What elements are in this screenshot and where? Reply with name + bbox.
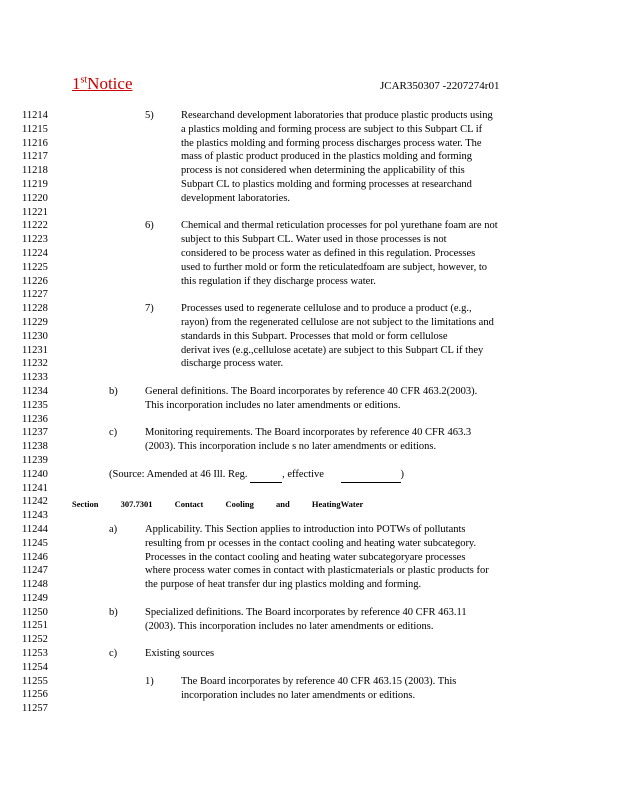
- line-number: 11254: [22, 661, 48, 673]
- item-6-text: [181, 219, 498, 288]
- text-line: the plastics molding and forming process discharges process water. The: [181, 137, 482, 149]
- line-number: 11236: [22, 413, 48, 425]
- line-number: 11216: [22, 137, 48, 149]
- text-line: derivat ives (e.g.,cellulose acetate) are subject to this Subpart CL if they: [181, 344, 484, 356]
- applicability-text: [145, 523, 489, 592]
- line-number: 11214: [22, 110, 48, 121]
- specialized-definitions-text: [145, 606, 467, 634]
- text-line: Subpart CL to plastics molding and forming processes at researchand: [181, 178, 472, 190]
- line-number: 11226: [22, 275, 48, 287]
- line-number: 11237: [22, 427, 48, 439]
- line-number: 11257: [22, 703, 48, 715]
- item-5-text: [181, 109, 541, 206]
- general-definitions-text: [145, 385, 477, 413]
- text-line: this regulation if they discharge process water.: [181, 275, 376, 287]
- text-line: Monitoring requirements. The Board incorporates by reference 40 CFR 463.3: [145, 427, 472, 439]
- text-line: Chemical and thermal reticulation processes for pol yurethane foam are not: [181, 220, 498, 232]
- text-line: development laboratories.: [181, 192, 291, 204]
- text-line: mass of plastic product produced in the plastics molding and forming: [181, 151, 473, 163]
- line-number: 11227: [22, 289, 48, 301]
- line-number: 11246: [22, 551, 48, 563]
- text-line: rayon) from the regenerated cellulose are not subject to the limitations and: [181, 316, 494, 328]
- text-line: Applicability. This Section applies to introduction into POTWs of pollutants: [145, 524, 466, 535]
- line-number: 11245: [22, 537, 48, 549]
- line-number: 11232: [22, 358, 48, 370]
- line-number: 11242: [22, 496, 48, 508]
- text-line: Existing sources: [145, 648, 215, 660]
- line-number: 11244: [22, 523, 48, 535]
- section-heading: Section 307.7301 Contact Cooling and HeatingWater: [72, 499, 364, 509]
- line-number: 11224: [22, 247, 48, 259]
- line-number: 11229: [22, 316, 48, 328]
- line-number: 11223: [22, 234, 48, 246]
- item-label: b): [109, 606, 118, 618]
- text-line: This incorporation includes no later amendments or editions.: [145, 399, 401, 411]
- item-label: c): [109, 427, 118, 439]
- text-line: Researchand development laboratories that produce plastic products using: [181, 110, 493, 121]
- item-label: 5): [145, 110, 154, 121]
- text-line: the purpose of heat transfer dur ing plastics molding and forming.: [145, 579, 422, 591]
- text-line: process is not considered when determining the applicability of this: [181, 165, 465, 177]
- text-line: used to further mold or form the reticulatedfoam are subject, however, to: [181, 261, 488, 273]
- line-number: 11252: [22, 634, 48, 646]
- line-number: 11239: [22, 454, 48, 466]
- line-number: 11248: [22, 579, 48, 591]
- line-number: 11255: [22, 675, 48, 687]
- text-line: where process water comes in contact with plasticmaterials or plastic products for: [145, 565, 489, 577]
- item-label: a): [109, 524, 118, 535]
- line-number: 11222: [22, 220, 48, 232]
- line-number: 11230: [22, 330, 48, 342]
- text-line: Specialized definitions. The Board incorporates by reference 40 CFR 463.11: [145, 606, 467, 618]
- line-number: 11240: [22, 468, 48, 480]
- line-numbers: [22, 109, 62, 716]
- line-number: 11219: [22, 178, 48, 190]
- line-number: 11234: [22, 385, 48, 397]
- existing-sources-item-1-text: [181, 675, 456, 703]
- line-number: 11218: [22, 165, 48, 177]
- line-number: 11233: [22, 372, 48, 384]
- existing-sources-text: [145, 647, 214, 661]
- text-line: The Board incorporates by reference 40 CFR 463.15 (2003). This: [181, 675, 457, 687]
- text-line: subject to this Subpart CL. Water used in those processes is not: [181, 234, 447, 246]
- item-label: c): [109, 648, 118, 660]
- text-line: Processes used to regenerate cellulose and to produce a product (e.g.,: [181, 303, 472, 315]
- line-number: 11250: [22, 606, 48, 618]
- text-line: incorporation includes no later amendments or editions.: [181, 689, 416, 701]
- notice-title: 1stNotice: [72, 74, 133, 93]
- item-label: 6): [145, 220, 154, 232]
- line-number: 11217: [22, 151, 48, 163]
- item-label: 1): [145, 675, 154, 687]
- text-line: standards in this Subpart. Processes that mold or form cellulose: [181, 330, 448, 342]
- monitoring-requirements-text: [145, 426, 471, 454]
- line-number: 11251: [22, 620, 48, 632]
- line-number: 11247: [22, 565, 48, 577]
- line-number: 11241: [22, 482, 48, 494]
- item-label: b): [109, 386, 118, 397]
- line-number: 11235: [22, 399, 48, 411]
- text-line: General definitions. The Board incorporates by reference 40 CFR 463.2(2003).: [145, 386, 478, 397]
- text-line: resulting from pr ocesses in the contact cooling and heating water subcategory.: [145, 537, 477, 549]
- line-number: 11221: [22, 206, 48, 218]
- blank-reg-number: [250, 468, 282, 483]
- line-number: 11220: [22, 192, 48, 204]
- item-label: 7): [145, 303, 154, 315]
- line-number: 11253: [22, 648, 48, 660]
- document-code: JCAR350307 -2207274r01: [380, 80, 500, 92]
- text-line: (2003). This incorporation include s no later amendments or editions.: [145, 441, 437, 453]
- source-note: (Source: Amended at 46 Ill. Reg. , effective ): [109, 468, 404, 483]
- line-number: 11225: [22, 261, 48, 273]
- line-number: 11249: [22, 592, 48, 604]
- line-number: 11231: [22, 344, 48, 356]
- text-line: a plastics molding and forming process are subject to this Subpart CL if: [181, 123, 483, 135]
- line-number: 11243: [22, 510, 48, 522]
- line-number: 11228: [22, 303, 48, 315]
- line-number: 11256: [22, 689, 48, 701]
- text-line: (2003). This incorporation includes no later amendments or editions.: [145, 620, 434, 632]
- item-7-text: [181, 302, 494, 371]
- text-line: discharge process water.: [181, 358, 284, 370]
- line-number: 11238: [22, 441, 48, 453]
- text-line: Processes in the contact cooling and heating water subcategoryare processes: [145, 551, 466, 563]
- line-number: 11215: [22, 123, 48, 135]
- blank-effective-date: [341, 468, 401, 483]
- text-line: considered to be process water as defined in this regulation. Processes: [181, 247, 476, 259]
